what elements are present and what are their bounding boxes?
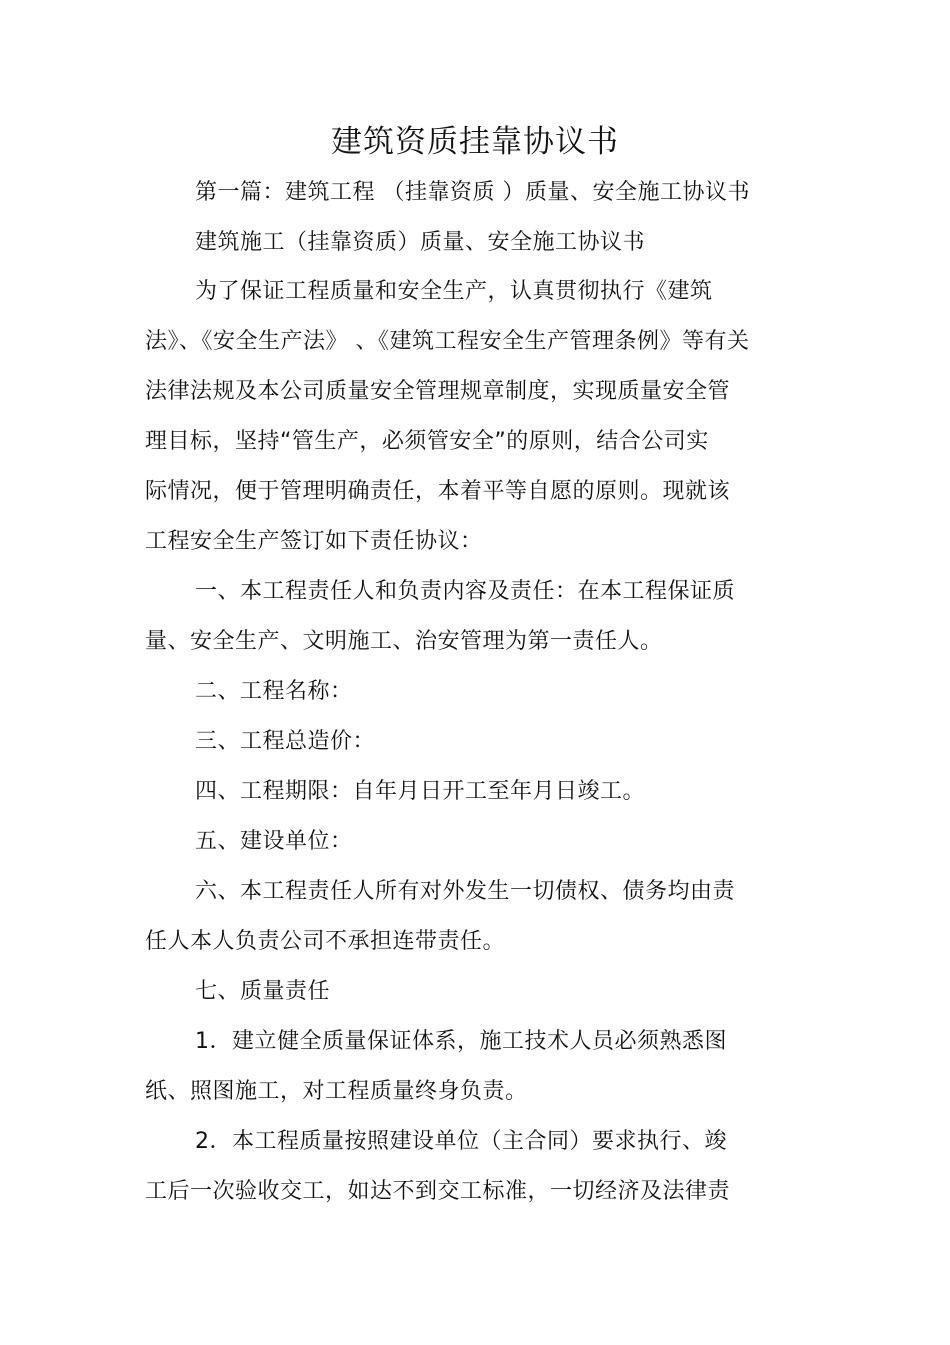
text-line: 理目标，坚持“管生产，必须管安全”的原则，结合公司实 xyxy=(145,429,709,454)
document-title: 建筑资质挂靠协议书 xyxy=(331,124,619,160)
text-line: 三、工程总造价： xyxy=(195,729,376,754)
text-line: 任人本人负责公司不承担连带责任。 xyxy=(145,929,506,954)
text-line: 工程安全生产签订如下责任协议： xyxy=(145,529,483,554)
text-line: 四、工程期限：自年月日开工至年月日竣工。 xyxy=(195,779,646,804)
text-line: 法律法规及本公司质量安全管理规章制度，实现质量安全管 xyxy=(145,379,731,404)
text-line: 纸、照图施工，对工程质量终身负责。 xyxy=(145,1079,528,1104)
text-line: 七、质量责任 xyxy=(195,979,331,1004)
text-line: 为了保证工程质量和安全生产，认真贯彻执行《建筑 xyxy=(195,279,713,304)
text-line: 二、工程名称： xyxy=(195,679,353,704)
text-line: 际情况，便于管理明确责任，本着平等自愿的原则。现就该 xyxy=(145,479,731,504)
text-line: 五、建设单位： xyxy=(195,829,353,854)
text-line: 六、本工程责任人所有对外发生一切债权、债务均由责 xyxy=(195,879,736,904)
text-line: 量、安全生产、文明施工、治安管理为第一责任人。 xyxy=(145,629,663,654)
text-line: 工后一次验收交工，如达不到交工标准，一切经济及法律责 xyxy=(145,1179,731,1204)
text-line: 建筑施工（挂靠资质）质量、安全施工协议书 xyxy=(195,230,646,255)
text-line: 法》、《安全生产法》 、《建筑工程安全生产管理条例》等有关 xyxy=(145,329,750,354)
text-line: 2．本工程质量按照建设单位（主合同）要求执行、竣 xyxy=(195,1129,727,1154)
text-line: 一、本工程责任人和负责内容及责任：在本工程保证质 xyxy=(195,579,736,604)
text-line: 1．建立健全质量保证体系，施工技术人员必须熟悉图 xyxy=(195,1029,727,1054)
text-line: 第一篇：建筑工程 （挂靠资质 ）质量、安全施工协议书 xyxy=(195,180,750,205)
